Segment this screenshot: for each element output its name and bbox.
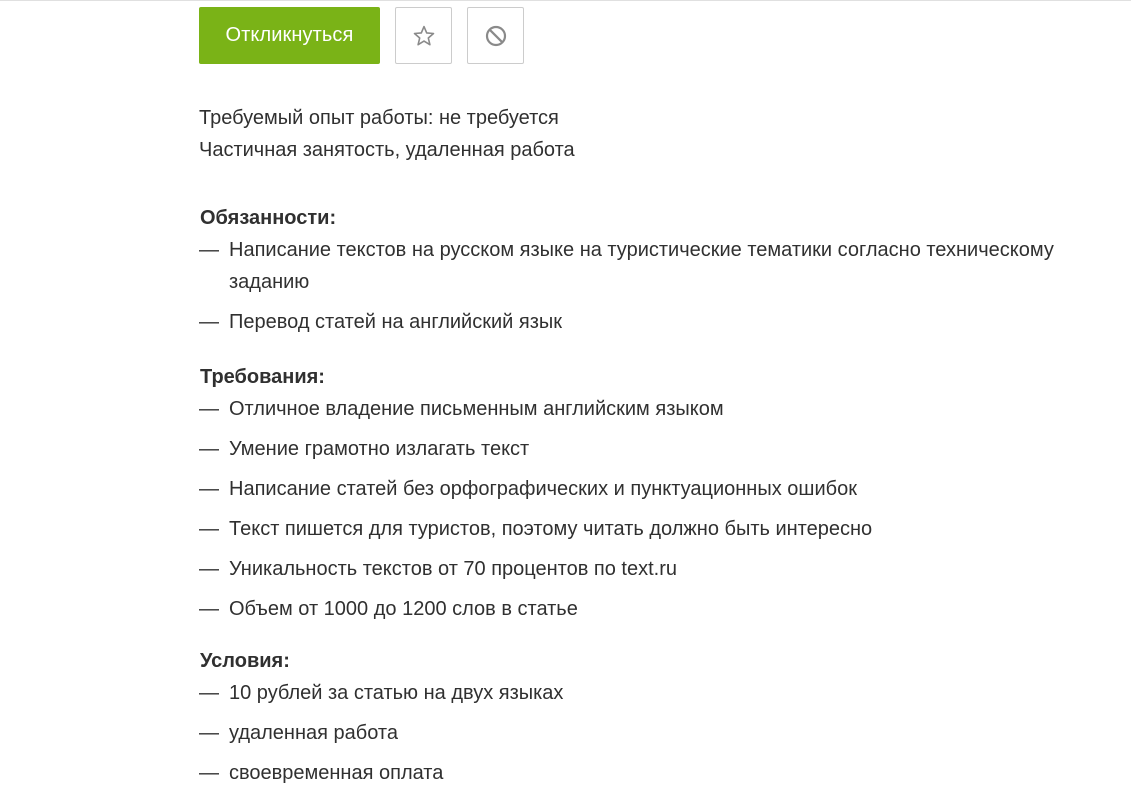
list-item: — 10 рублей за статью на двух языках: [199, 682, 564, 704]
conditions-title: Условия:: [200, 650, 290, 672]
requirements-title: Требования:: [200, 366, 325, 388]
duties-section: [199, 202, 1109, 346]
conditions-list: [199, 677, 1109, 789]
requirements-list: [199, 393, 1109, 625]
employment-text: Частичная занятость, удаленная работа: [199, 139, 575, 161]
duties-title: Обязанности:: [200, 207, 337, 229]
list-item: — Умение грамотно излагать текст: [199, 438, 530, 460]
list-item: — Текст пишется для туристов, поэтому читать должно быть интересно: [199, 518, 873, 540]
list-item: — удаленная работа: [199, 722, 398, 744]
list-item: — Написание статей без орфографических и пунктуационных ошибок: [199, 478, 857, 500]
list-item: — Отличное владение письменным английским языком: [199, 398, 724, 420]
hide-vacancy-button[interactable]: [467, 7, 524, 64]
star-icon: [412, 24, 436, 48]
list-item: — своевременная оплата: [199, 762, 444, 784]
block-icon: [484, 24, 508, 48]
conditions-section: [199, 645, 1109, 797]
vacancy-actions: [199, 7, 524, 64]
list-item: — Объем от 1000 до 1200 слов в статье: [199, 598, 578, 620]
requirements-section: [199, 361, 1109, 633]
duties-list: [199, 234, 1109, 338]
experience-text: Требуемый опыт работы: не требуется: [199, 107, 559, 129]
respond-button[interactable]: Откликнуться: [199, 7, 380, 64]
vacancy-description: [199, 102, 1109, 784]
favorite-button[interactable]: [395, 7, 452, 64]
list-item: — Уникальность текстов от 70 процентов по text.ru: [199, 558, 678, 580]
list-item: — Написание текстов на русском языке на туристические тематики согласно техническому заданию: [199, 239, 1054, 293]
list-item: — Перевод статей на английский язык: [199, 311, 562, 333]
top-divider: [0, 0, 1131, 1]
